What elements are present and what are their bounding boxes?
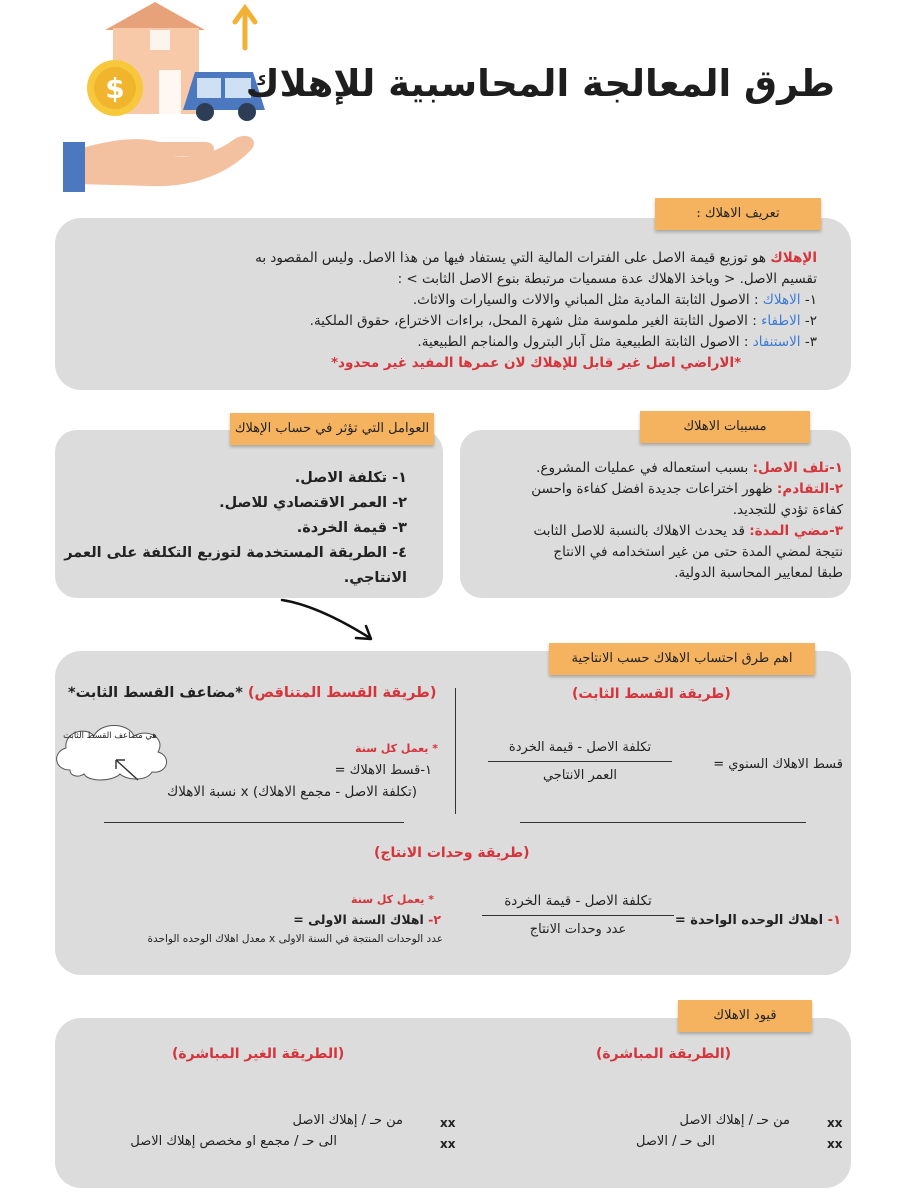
units-line-1: اهلاك السنة الاولى = [293, 912, 424, 927]
units-denominator: عدد وحدات الانتاج [529, 922, 627, 937]
units-fraction-bar [482, 915, 674, 916]
factor-2: ٢- العمر الاقتصادي للاصل. [219, 495, 407, 511]
cloud-pointer-arrow [110, 754, 142, 784]
svg-text:$: $ [105, 72, 125, 105]
definition-term: الإهلاك [770, 250, 817, 266]
direct-row-2-text: الى حـ / الاصل [636, 1134, 715, 1149]
declining-title: (طريقة القسط المتناقص) [247, 685, 437, 701]
declining-line-2: (تكلفة الاصل - مجمع الاهلاك) x نسبة الاهلاك [167, 784, 417, 800]
factor-4-cont: الانتاجي. [343, 570, 407, 586]
direct-title: (الطريقة المباشرة) [596, 1046, 732, 1062]
straight-line-numerator: تكلفة الاصل - قيمة الخردة [508, 740, 652, 755]
units-note: * يعمل كل سنة [351, 893, 434, 906]
declining-note: * يعمل كل سنة [355, 742, 438, 755]
page-title: طرق المعالجة المحاسبية للإهلاك [245, 62, 835, 105]
declining-divider [104, 822, 404, 823]
straight-line-title: (طريقة القسط الثابت) [572, 686, 731, 702]
definition-item-2-text: : الاصول الثابتة الغير ملموسة مثل شهرة المحل، براءات الاختراع، حقوق الملكية. [309, 313, 757, 329]
factors-tag: العوامل التي تؤثر في حساب الإهلاك [230, 413, 434, 445]
straight-line-lhs: قسط الاهلاك السنوي = [713, 757, 843, 772]
arrow-curve-icon [278, 594, 378, 648]
direct-row-1-amount: xx [827, 1116, 843, 1130]
cloud-text: هي مضاعف القسط الثابت [63, 731, 157, 741]
definition-line-2: تقسيم الاصل. < وياخذ الاهلاك عدة مسميات مرتبطة بنوع الاصل الثابت > : [397, 271, 817, 287]
definition-item-1-text: : الاصول الثابتة المادية مثل المباني والالات والسيارات والاثاث. [412, 292, 759, 308]
indirect-title: (الطريقة الغير المباشرة) [172, 1046, 345, 1062]
definition-item-2-num: ٢- [804, 313, 817, 329]
units-line-1-num: ٢- [428, 912, 441, 927]
indirect-row-2-amount: xx [440, 1137, 456, 1151]
definition-item-3-term: الاستنفاد [752, 334, 801, 350]
indirect-row-1-text: من حـ / إهلاك الاصل [292, 1113, 403, 1128]
definition-panel [55, 218, 851, 390]
units-line-2: عدد الوحدات المنتجة في السنة الاولى x معدل اهلاك الوحده الواحدة [147, 933, 443, 945]
units-lhs: اهلاك الوحده الواحدة = [674, 913, 824, 928]
definition-line-1: هو توزيع قيمة الاصل على الفترات المالية التي يستفاد فيها من هذا الاصل. وليس المقصود به [255, 250, 767, 266]
cause-2-label: ٢-التقادم: [776, 481, 843, 497]
definition-item-1-term: الاهلاك [762, 292, 801, 308]
direct-row-1-text: من حـ / إهلاك الاصل [679, 1113, 790, 1128]
causes-tag: مسببات الاهلاك [640, 411, 810, 443]
arrow-up-icon [235, 8, 255, 48]
methods-vertical-divider [455, 688, 456, 814]
units-fraction [482, 893, 674, 937]
straight-line-fraction-bar [488, 761, 672, 762]
straight-line-denominator: العمر الانتاجي [542, 768, 618, 783]
indirect-row-1-amount: xx [440, 1116, 456, 1130]
direct-row-2-amount: xx [827, 1137, 843, 1151]
cause-3-text-2: نتيجة لمضي المدة حتى من غير استخدامه في الانتاج [553, 544, 843, 560]
declining-title-extra: *مضاعف القسط الثابت* [68, 685, 243, 701]
factor-4: ٤- الطريقة المستخدمة لتوزيع التكلفة على العمر [64, 545, 407, 561]
definition-item-2-term: الاطفاء [761, 313, 801, 329]
hand-house-money-car-illustration [55, 0, 270, 200]
definition-item-3-num: ٣- [804, 334, 817, 350]
units-line-1-row [293, 912, 441, 927]
cause-1-label: ١-تلف الاصل: [752, 460, 843, 476]
cause-2-text-1: ظهور اختراعات جديدة افضل كفاءة واحسن [531, 481, 773, 497]
units-lhs-row [675, 913, 841, 928]
cause-2-text-2: كفاءة تؤدي للتجديد. [732, 502, 843, 518]
definition-note: *الاراضي اصل غير قابل للإهلاك لان عمرها المفيد غير محدود* [330, 355, 742, 371]
factor-3: ٣- قيمة الخردة. [296, 520, 407, 536]
straight-line-divider [520, 822, 806, 823]
definition-tag: تعريف الاهلاك : [655, 198, 821, 230]
factor-1: ١- تكلفة الاصل. [294, 470, 407, 486]
declining-title-row [68, 685, 436, 701]
units-numerator: تكلفة الاصل - قيمة الخردة [504, 893, 652, 909]
units-title: (طريقة وحدات الانتاج) [374, 845, 530, 861]
factors-panel [55, 430, 443, 598]
dollar-coin-icon [87, 60, 143, 116]
declining-line-1: ١-قسط الاهلاك = [334, 763, 432, 778]
definition-item-1-num: ١- [804, 292, 817, 308]
units-lhs-num: ١- [827, 913, 841, 928]
entries-panel [55, 1018, 851, 1188]
entries-tag: قيود الاهلاك [678, 1000, 812, 1032]
cause-3-text-3: طبقا لمعايير المحاسبة الدولية. [674, 565, 843, 581]
cause-3-label: ٣-مضي المدة: [749, 523, 843, 539]
indirect-row-2-text: الى حـ / مجمع او مخصص إهلاك الاصل [130, 1134, 337, 1149]
causes-panel [460, 430, 851, 598]
straight-line-fraction [488, 740, 672, 783]
cause-1-text: بسبب استعماله في عمليات المشروع. [536, 460, 749, 476]
definition-item-3-text: : الاصول الثابتة الطبيعية مثل آبار البترول والمناجم الطبيعية. [417, 334, 749, 350]
methods-tag: اهم طرق احتساب الاهلاك حسب الانتاجية [549, 643, 815, 675]
cause-3-text-1: قد يحدث الاهلاك بالنسبة للاصل الثابت [533, 523, 745, 539]
